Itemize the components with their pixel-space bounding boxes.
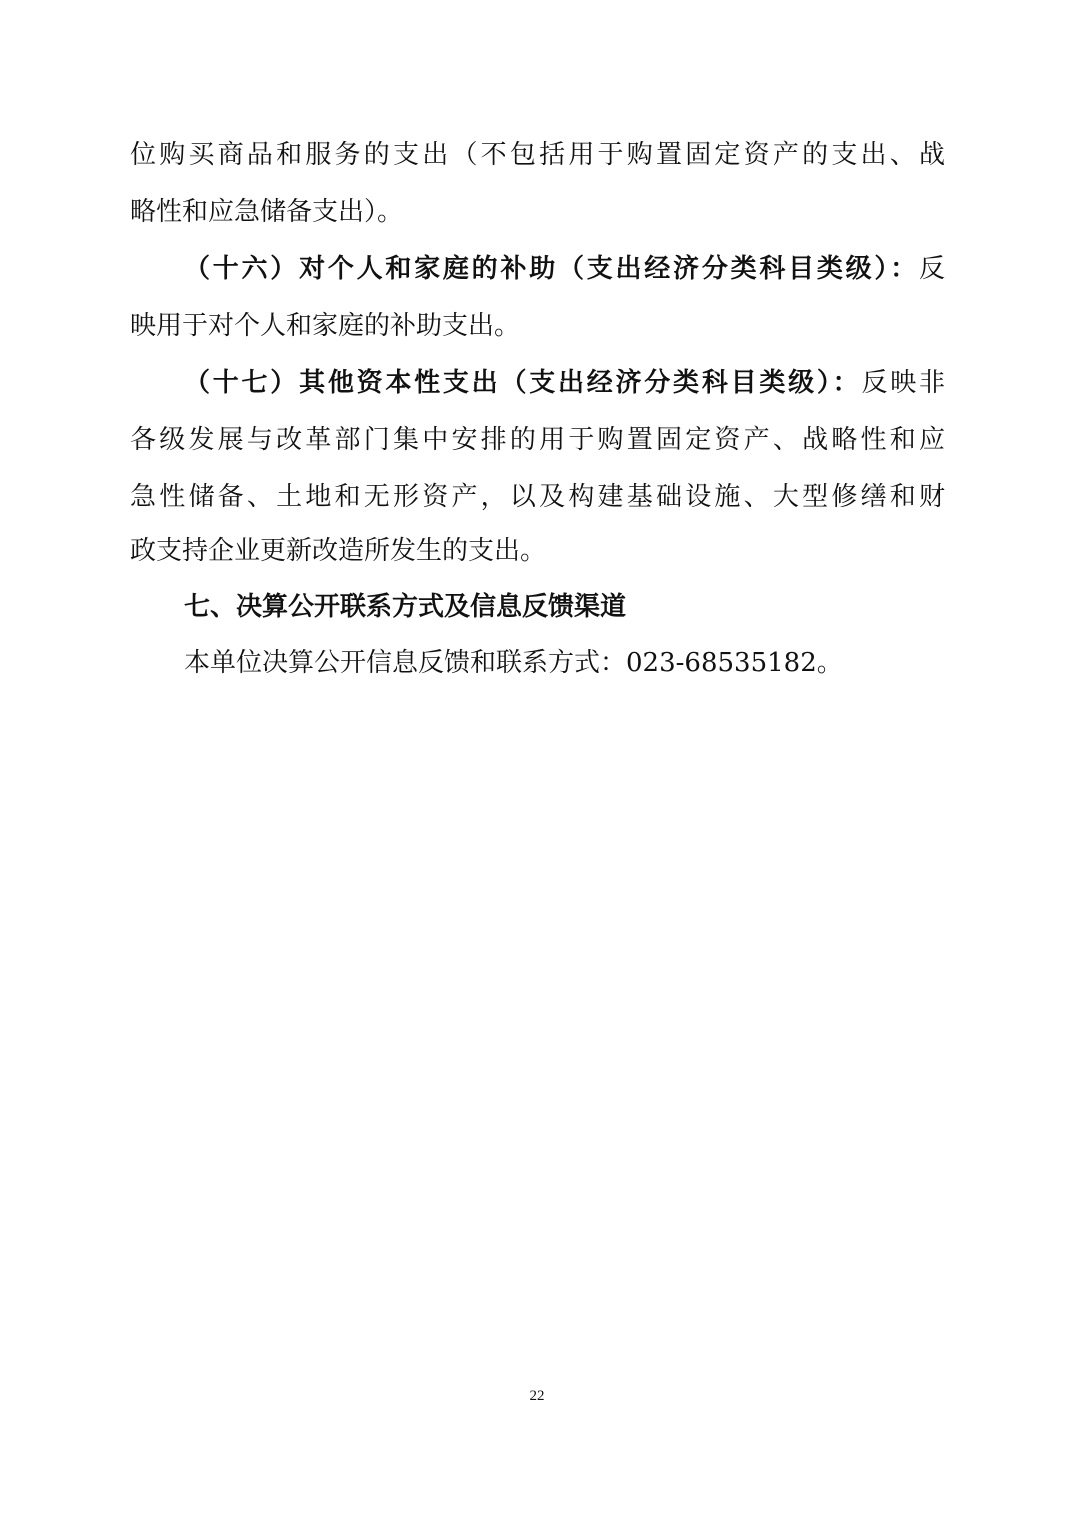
body-line: 略性和应急储备支出）。	[130, 197, 404, 227]
item-16-line	[184, 252, 945, 286]
item-16-title: （十六）对个人和家庭的补助（支出经济分类科目类级）：	[184, 254, 919, 284]
body-line: 映用于对个人和家庭的补助支出。	[130, 311, 521, 341]
item-17-title: （十七）其他资本性支出（支出经济分类科目类级）：	[184, 368, 862, 398]
page-number: 22	[529, 1388, 545, 1404]
item-17-line	[184, 366, 945, 400]
body-line: 急性储备、土地和无形资产，以及构建基础设施、大型修缮和财	[130, 482, 945, 512]
section-7-heading: 七、决算公开联系方式及信息反馈渠道	[184, 592, 627, 622]
item-16-text: 反	[918, 254, 945, 284]
body-line: 位购买商品和服务的支出（不包括用于购置固定资产的支出、战	[130, 140, 945, 170]
body-line: 政支持企业更新改造所发生的支出。	[130, 536, 547, 566]
item-17-text: 反映非	[861, 368, 945, 398]
body-line: 各级发展与改革部门集中安排的用于购置固定资产、战略性和应	[130, 425, 945, 455]
contact-line: 本单位决算公开信息反馈和联系方式：023-68535182。	[184, 648, 843, 678]
